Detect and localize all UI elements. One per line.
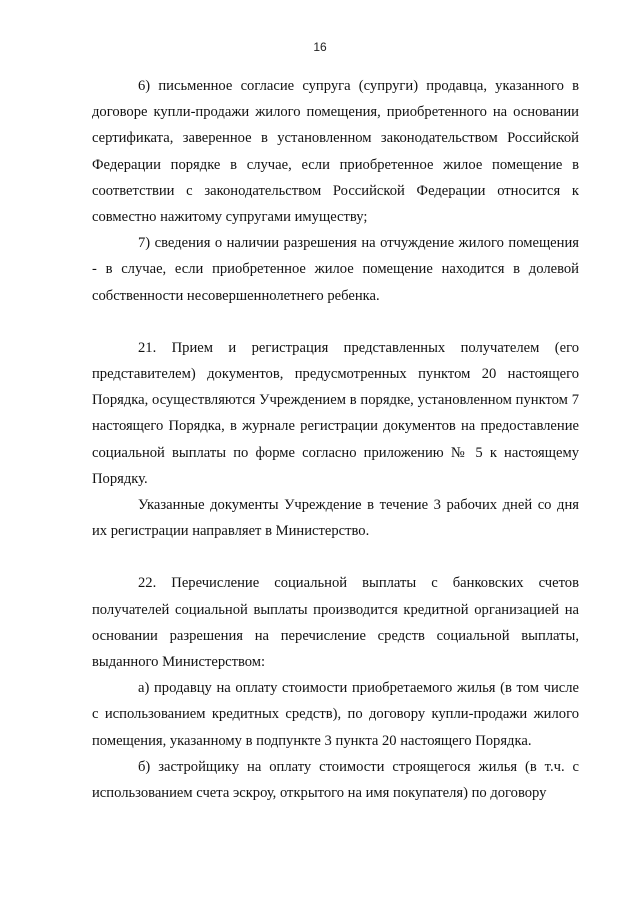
paragraph-clause-21: 21. Прием и регистрация представленных получателем (его представителем) документов, предусмотренных пунктом 20 настоящего Порядка, осуществляются Учреждением в порядке, установленном пунктом 7 настоящего Порядка, в журнале регистрации документов на предоставление социальной выплаты по форме согласно приложению № 5 к настоящему Порядку. (92, 339, 579, 487)
paragraph-gap (92, 309, 579, 335)
paragraph-gap (92, 544, 579, 570)
paragraph-item-6-spouse-consent: 6) письменное согласие супруга (супруги) продавца, указанного в договоре купли-продажи жилого помещения, приобретенного на основании сертификата, заверенное в установленном законодательством Российской Федерации порядке в случае, если приобретенное жилое помещение в соответствии с законодательством Российской Федерации относится к совместно нажитому супругами имуществу; (92, 78, 579, 226)
page-number: 16 (313, 40, 327, 54)
paragraph-clause-22: 22. Перечисление социальной выплаты с банковских счетов получателей социальной выплаты производится кредитной организацией на основании разрешения на перечисление средств социальной выплаты, выданного Министерством: (92, 575, 579, 671)
paragraph-clause-22-b: б) застройщику на оплату стоимости строящегося жилья (в т.ч. с использованием счета эскроу, открытого на имя покупателя) по договору (92, 758, 579, 802)
paragraph-clause-22-a: а) продавцу на оплату стоимости приобретаемого жилья (в том числе с использованием кредитных средств), по договору купли-продажи жилого помещения, указанному в подпункте 3 пункта 20 настоящего Порядка. (92, 680, 579, 749)
paragraph-clause-21-forwarding: Указанные документы Учреждение в течение 3 рабочих дней со дня их регистрации направляет в Министерство. (92, 497, 579, 540)
document-body (92, 73, 579, 806)
paragraph-item-7-alienation-permit: 7) сведения о наличии разрешения на отчуждение жилого помещения - в случае, если приобретенное жилое помещение находится в долевой собственности несовершеннолетнего ребенка. (92, 235, 579, 304)
